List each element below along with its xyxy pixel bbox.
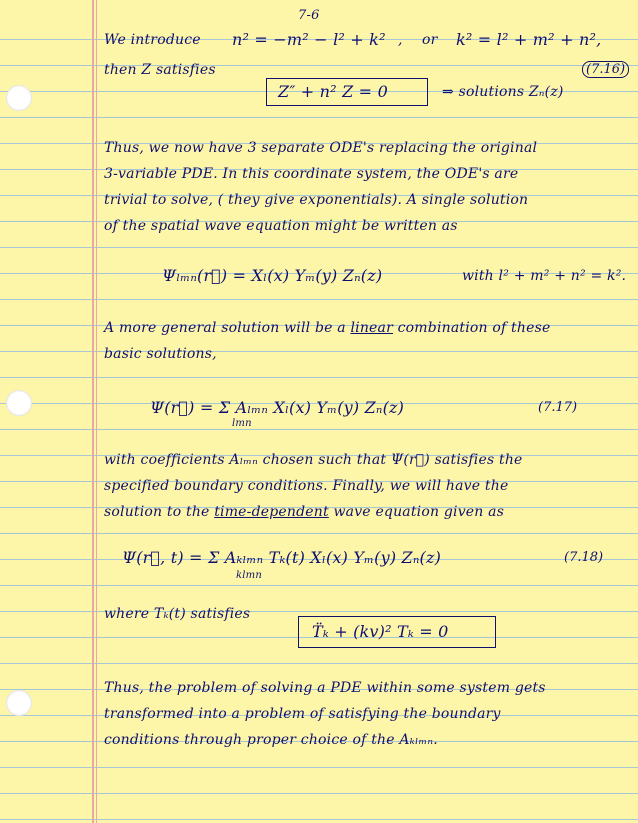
eq-time-dependent-solution: Ψ(r⃗, t) = Σ Aₖₗₘₙ Tₖ(t) Xₗ(x) Yₘ(y) Zₙ(z) [122,548,442,567]
para3-line2: specified boundary conditions. Finally, we will have the [104,478,509,494]
para2-line1 [104,320,550,336]
eq-z-ode: Z″ + n² Z = 0 [278,82,388,101]
text-solutions-z: ⇒ solutions Zₙ(z) [442,84,564,100]
text-then: then Z satisfies [104,62,216,78]
tag-7-16-wrap [582,62,629,77]
binder-hole-bottom [6,690,32,716]
eq-single-condition: with l² + m² + n² = k². [462,268,627,284]
para3-time-dependent: time-dependent [214,504,329,520]
eq-t-ode: T̈ₖ + (kv)² Tₖ = 0 [312,622,449,641]
eq-n-squared: n² = −m² − l² + k² [232,30,386,49]
equation-tag-7-16: (7.16) [582,61,629,78]
para3-line3 [104,504,504,520]
para5-line2: transformed into a problem of satisfying the boundary [104,706,501,722]
para2-linear: linear [350,320,393,336]
page-number: 7-6 [298,8,320,23]
text-comma: , [398,32,403,48]
text-intro: We introduce [104,32,201,48]
para3-line1: with coefficients Aₗₘₙ chosen such that Ψ(r⃗) satisfies the [104,452,523,468]
para3-part-c: wave equation given as [333,504,505,520]
para1-line4: of the spatial wave equation might be written as [104,218,458,234]
text-or: or [422,32,438,48]
binder-hole-top [6,85,32,111]
equation-tag-7-17: (7.17) [538,400,578,415]
eq-general-solution: Ψ(r⃗) = Σ Aₗₘₙ Xₗ(x) Yₘ(y) Zₙ(z) [150,398,405,417]
para5-line3: conditions through proper choice of the Aₖₗₘₙ. [104,732,438,748]
eq-single-solution: Ψₗₘₙ(r⃗) = Xₗ(x) Yₘ(y) Zₙ(z) [162,266,383,285]
para2-line2: basic solutions, [104,346,217,362]
para2-part-c: combination of these [397,320,551,336]
para1-line3: trivial to solve, ( they give exponentials). A single solution [104,192,529,208]
para3-part-a: solution to the [104,504,210,520]
eq-time-sum-index: klmn [236,570,262,581]
para5-line1: Thus, the problem of solving a PDE within some system gets [104,680,546,696]
para1-line2: 3-variable PDE. In this coordinate system, the ODE's are [104,166,519,182]
equation-tag-7-18: (7.18) [564,550,604,565]
margin-line [92,0,94,823]
margin-line-inner [96,0,97,823]
para2-part-a: A more general solution will be a [104,320,346,336]
para4-line1: where Tₖ(t) satisfies [104,606,251,622]
para1-line1: Thus, we now have 3 separate ODE's replacing the original [104,140,538,156]
binder-hole-middle [6,390,32,416]
eq-general-sum-index: lmn [232,418,252,429]
eq-k-squared: k² = l² + m² + n², [456,30,602,49]
